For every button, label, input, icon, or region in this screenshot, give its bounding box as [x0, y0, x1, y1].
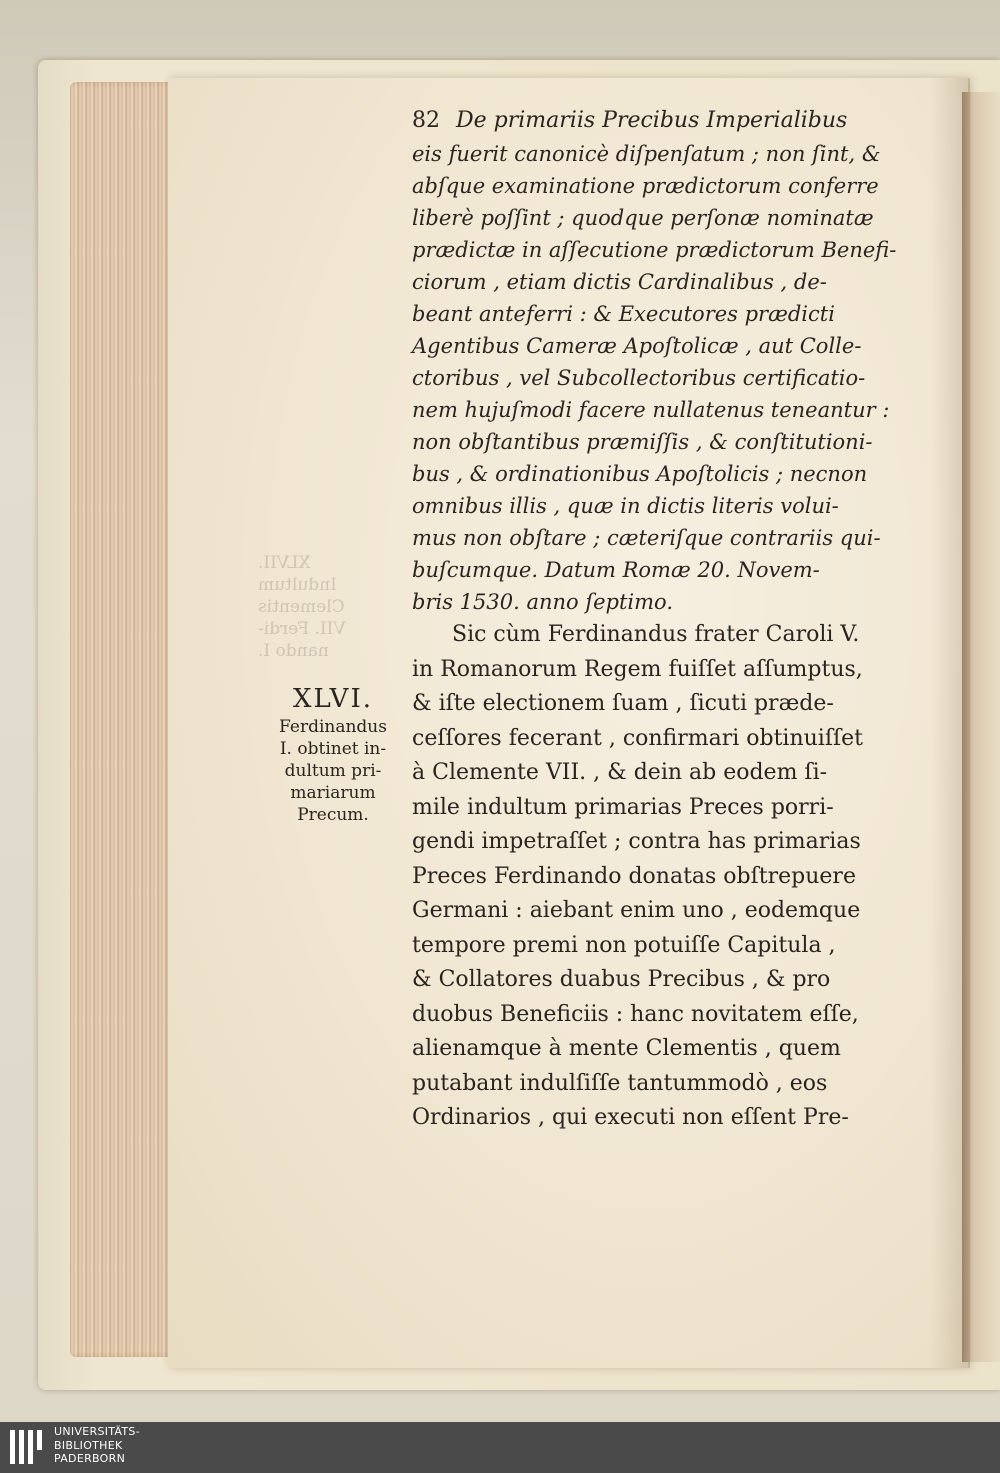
- page-number: 82: [412, 108, 440, 133]
- text-line: putabant indulſiſſe tantummodò , eos: [412, 1070, 828, 1096]
- library-name: [54, 1425, 140, 1466]
- text-line: ctoribus , vel Subcollectoribus certificatio-: [412, 366, 866, 390]
- marginal-line: Precum.: [297, 805, 369, 825]
- library-line: PADERBORN: [54, 1452, 126, 1465]
- text-line: & iſte electionem ſuam , ſicuti præde-: [412, 691, 834, 716]
- library-line: UNIVERSITÄTS-: [54, 1425, 140, 1438]
- main-text: [412, 104, 936, 1136]
- text-line: mile indultum primarias Preces porri-: [412, 794, 834, 820]
- text-line: à Clemente VII. , & dein ab eodem ſi-: [412, 760, 828, 785]
- text-line: beant anteferri : & Executores prædicti: [412, 302, 835, 326]
- text-line: non obſtantibus præmiſſis , & conſtitutioni-: [412, 430, 873, 454]
- text-line: Preces Ferdinando donatas obſtrepuere: [412, 863, 856, 889]
- text-line: gendi impetraſſet ; contra has primarias: [412, 829, 861, 854]
- text-line: Agentibus Cameræ Apoſtolicæ , aut Colle-: [412, 334, 862, 358]
- text-line: bus , & ordinationibus Apoſtolicis ; necnon: [412, 462, 868, 486]
- text-line: eis fuerit canonicè diſpenſatum ; non ſint, &: [412, 142, 881, 166]
- text-line: bris 1530. anno ſeptimo.: [412, 590, 673, 614]
- text-line: & Collatores duabus Precibus , & pro: [412, 967, 831, 992]
- marginal-line: I. obtinet in-: [279, 739, 387, 759]
- bleed-through-text: XLVII. Indultum Clementis VII. Ferdi- nando I.: [258, 553, 346, 661]
- marginal-note: [258, 682, 408, 826]
- text-line: omnibus illis , quæ in dictis literis volui-: [412, 494, 839, 518]
- text-line: buſcumque. Datum Romæ 20. Novem-: [412, 558, 820, 582]
- marginal-line: dultum pri-: [284, 761, 382, 781]
- page-edges: [70, 82, 180, 1357]
- text-line: ciorum , etiam dictis Cardinalibus , de-: [412, 270, 827, 294]
- text-line: alienamque à mente Clementis , quem: [412, 1036, 841, 1061]
- marginal-line: Ferdinandus: [279, 717, 387, 737]
- marginal-line: mariarum: [290, 783, 376, 803]
- text-line: prædictæ in aſſecutione prædictorum Benefi-: [412, 238, 897, 262]
- text-line: Germani : aiebant enim uno , eodemque: [412, 898, 861, 923]
- text-line: ceſſores fecerant , confirmari obtinuiſſet: [412, 725, 863, 751]
- text-line: tempore premi non potuiſſe Capitula ,: [412, 932, 836, 958]
- section-numeral: XLVI.: [292, 684, 373, 714]
- gutter-shadow: [930, 78, 970, 1368]
- italic-quotation: [412, 138, 936, 618]
- text-line: duobus Beneficiis : hanc novitatem eſſe,: [412, 1001, 859, 1027]
- library-logo-icon: [6, 1426, 46, 1468]
- library-line: BIBLIOTHEK: [54, 1438, 123, 1452]
- text-line: abſque examinatione prædictorum conferre: [412, 174, 879, 198]
- body-paragraph: [412, 618, 936, 1136]
- running-header: [412, 104, 936, 138]
- library-footer: [0, 1422, 1000, 1473]
- running-head: De primariis Precibus Imperialibus: [456, 108, 848, 133]
- text-line: nem hujuſmodi facere nullatenus teneantur :: [412, 398, 890, 422]
- text-line: liberè poſſint ; quodque perſonæ nominatæ: [412, 206, 874, 230]
- text-line: Ordinarios , qui executi non eſſent Pre-: [412, 1105, 849, 1130]
- text-line: in Romanorum Regem fuiſſet aſſumptus,: [412, 656, 863, 682]
- text-line: Sic cùm Ferdinandus frater Caroli V.: [452, 622, 860, 647]
- text-line: mus non obſtare ; cæteriſque contrariis qui-: [412, 526, 881, 550]
- marginal-summary: [258, 716, 408, 826]
